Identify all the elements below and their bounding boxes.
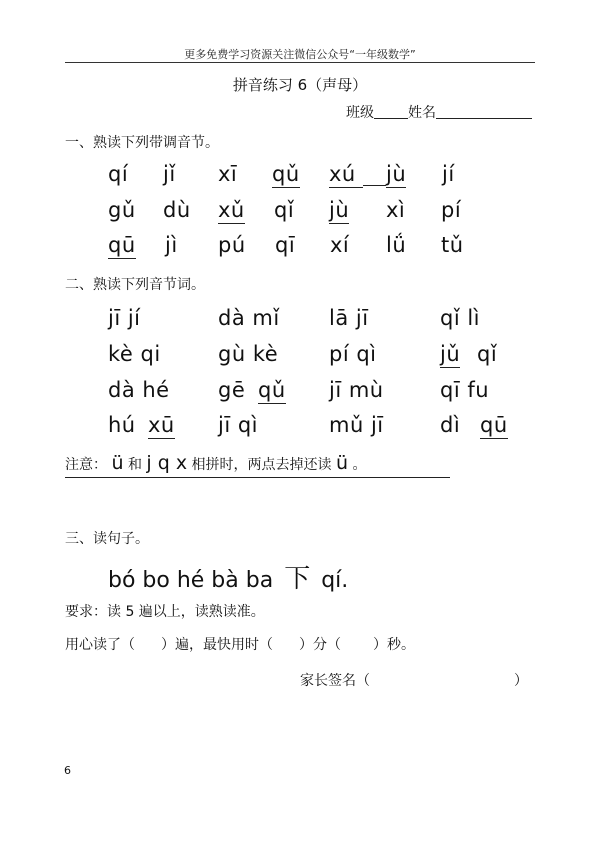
- section1-heading: 一、熟读下列带调音节。: [65, 135, 219, 151]
- syllable: jí: [442, 162, 455, 186]
- syllable: qǐ: [274, 198, 295, 222]
- note-u-umlaut: ü: [111, 452, 124, 474]
- syllable: jǐ: [163, 162, 176, 186]
- syllable-underlined: jù: [386, 162, 407, 186]
- word: jī qì: [218, 413, 259, 437]
- sentence: [108, 558, 348, 595]
- word: hú: [108, 413, 136, 437]
- syllable: xí: [330, 233, 350, 257]
- class-blank[interactable]: [374, 104, 408, 119]
- underline-connector: [363, 185, 386, 186]
- parent-signature-label: 家长签名（: [300, 673, 370, 689]
- syllable: xī: [218, 162, 238, 186]
- timing-read-label: 用心读了（: [65, 637, 135, 653]
- syllable: qí: [108, 162, 129, 186]
- word: lā jī: [329, 306, 369, 330]
- syllable: lǘ: [386, 233, 407, 257]
- syllable-underlined: jù: [329, 198, 350, 222]
- worksheet-title: 拼音练习 6（声母）: [232, 76, 368, 94]
- timing-times-label: ）遍，最快用时（: [161, 637, 273, 653]
- note-and: 和: [127, 457, 142, 473]
- syllable: qī: [275, 233, 296, 257]
- word: qī fu: [440, 378, 490, 402]
- syllable-underlined: xǔ: [218, 198, 245, 222]
- syllable: pí: [441, 198, 462, 222]
- sentence-end: qí.: [321, 568, 349, 593]
- header-rule: [65, 62, 535, 63]
- word: dà hé: [108, 378, 170, 402]
- word: jī jí: [108, 306, 141, 330]
- word: qǐ: [477, 342, 498, 366]
- note-u-umlaut-2: ü: [335, 452, 349, 474]
- note-mid: 相拼时，两点去掉还读: [191, 457, 332, 473]
- word: gē: [218, 378, 246, 402]
- page-header: 更多免费学习资源关注微信公众号“一年级数学”: [184, 48, 416, 61]
- syllable: pú: [218, 233, 246, 257]
- word-underlined: qǔ: [258, 378, 286, 402]
- timing-min-label: ）分（: [299, 637, 341, 653]
- sentence-character: 下: [284, 564, 311, 594]
- word: gù kè: [218, 342, 279, 366]
- syllable-underlined: xú: [329, 162, 363, 188]
- word: mǔ jī: [329, 413, 384, 437]
- syllable: gǔ: [108, 198, 136, 222]
- word: dà mǐ: [218, 306, 280, 330]
- word: qǐ lì: [440, 306, 481, 330]
- name-blank[interactable]: [436, 104, 532, 119]
- requirement-text: 要求：读 5 遍以上，读熟读准。: [65, 604, 265, 620]
- note-end: 。: [352, 457, 367, 473]
- parent-signature-close: ）: [514, 673, 528, 689]
- note-letters: j q x: [146, 452, 188, 474]
- syllable: tǔ: [441, 233, 464, 257]
- word: pí qì: [329, 342, 377, 366]
- class-name-line: [346, 102, 532, 122]
- syllable: xì: [386, 198, 406, 222]
- timing-line: [65, 634, 415, 654]
- section2-heading: 二、熟读下列音节词。: [65, 277, 205, 293]
- note-line: [65, 452, 450, 478]
- word-underlined: qū: [480, 413, 508, 437]
- syllable-underlined: qū: [108, 233, 136, 257]
- page-number: 6: [64, 764, 71, 777]
- syllable-underlined: qǔ: [272, 162, 300, 186]
- name-label: 姓名: [408, 105, 436, 121]
- syllable: dù: [163, 198, 191, 222]
- class-label: 班级: [346, 105, 374, 121]
- parent-signature-line: [300, 670, 528, 690]
- section3-heading: 三、读句子。: [65, 531, 149, 547]
- syllable: jì: [165, 233, 178, 257]
- timing-sec-label: ）秒。: [373, 637, 415, 653]
- word: kè qi: [108, 342, 161, 366]
- sentence-pinyin: bó bo hé bà ba: [108, 568, 274, 593]
- note-prefix: 注意：: [65, 457, 107, 473]
- word: jī mù: [329, 378, 384, 402]
- word-underlined: jǔ: [440, 342, 461, 366]
- word-underlined: xū: [148, 413, 175, 437]
- word: dì: [440, 413, 461, 437]
